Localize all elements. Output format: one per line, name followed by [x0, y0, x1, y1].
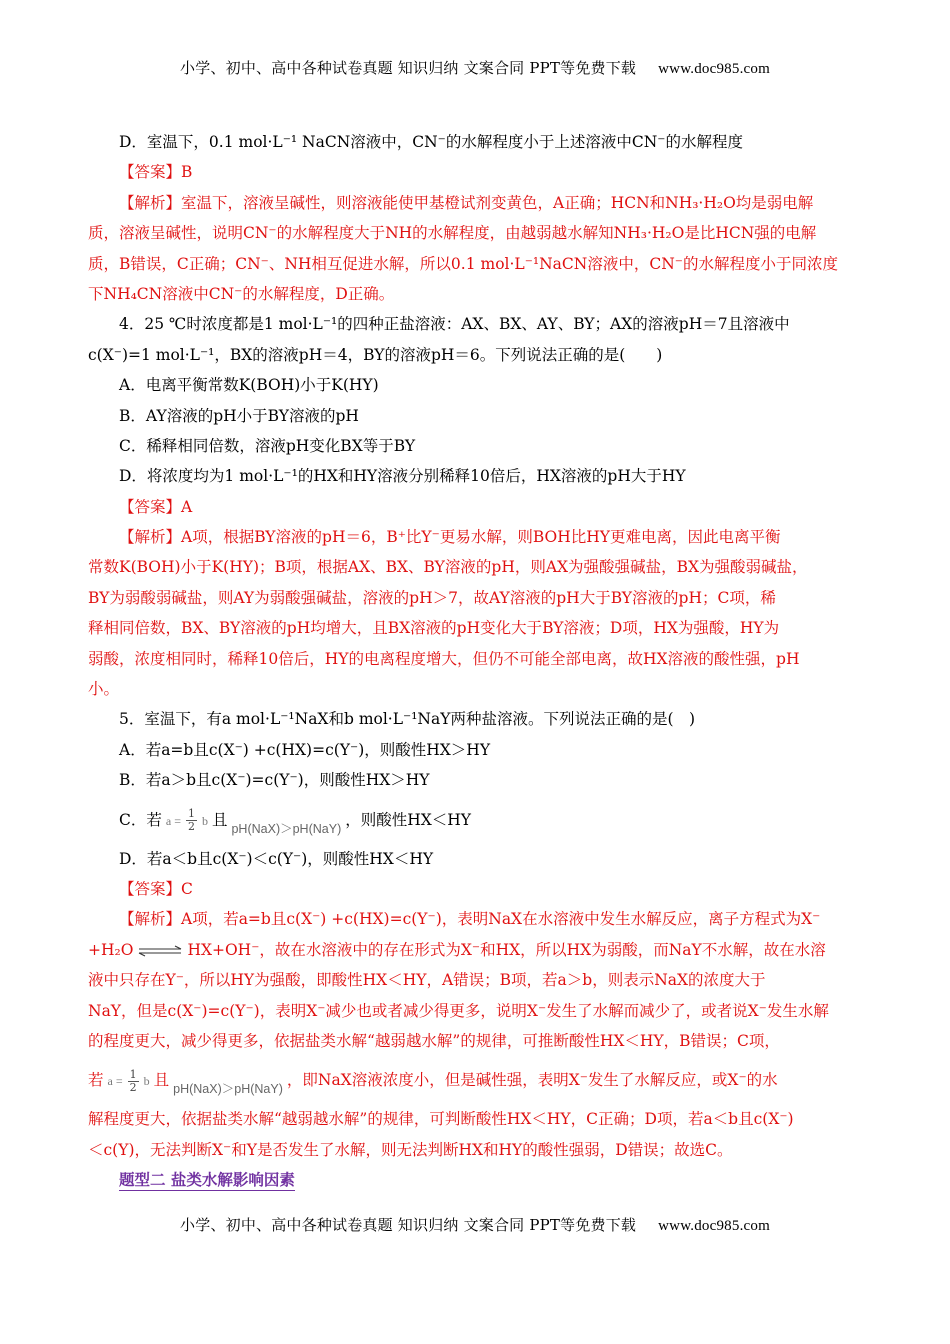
q5-analysis-line: 液中只存在Y⁻，所以HY为强酸，即酸性HX＜HY，A错误；B项，若a＞b，则表示NaX的浓度大于 — [88, 971, 766, 990]
formula-ph-compare: pH(NaX)＞pH(NaY) — [173, 1082, 283, 1097]
q3-analysis-line: 质，B错误，C正确；CN⁻、NH相互促进水解，所以0.1 mol·L⁻¹NaCN溶液中，CN⁻的水解程度小于同浓度 — [88, 254, 838, 273]
q4-stem: c(X⁻)=1 mol·L⁻¹，BX的溶液pH＝4，BY的溶液pH＝6。下列说法正确的是( ) — [88, 345, 663, 364]
q4-analysis-line: 【解析】A项，根据BY溶液的pH＝6，B⁺比Y⁻更易水解，则BOH比HY更难电离，因此电离平衡 — [119, 528, 781, 547]
q4-option-b: B．AY溶液的pH小于BY溶液的pH — [119, 406, 359, 425]
page-footer — [0, 1214, 950, 1235]
document-body — [88, 127, 866, 1196]
q3-analysis-line: 下NH₄CN溶液中CN⁻的水解程度，D正确。 — [88, 284, 395, 303]
q3-answer: 【答案】B — [119, 163, 193, 182]
formula-b: b — [201, 813, 208, 828]
q4-analysis-line: 弱酸，浓度相同时，稀释10倍后，HY的电离程度增大，但仍不可能全部电离，故HX溶液的酸性强，pH — [88, 649, 800, 668]
footer-url[interactable]: www.doc985.com — [658, 1218, 770, 1234]
q5-analysis-line: ＜c(Y)，无法判断X⁻和Y是否发生了水解，则无法判断HX和HY的酸性强弱，D错误；故选C。 — [88, 1140, 733, 1159]
q4-option-d: D．将浓度均为1 mol·L⁻¹的HX和HY溶液分别稀释10倍后，HX溶液的pH大于HY — [119, 467, 686, 486]
q5-stem: 5．室温下，有a mol·L⁻¹NaX和b mol·L⁻¹NaY两种盐溶液。下列说法正确的是( ) — [119, 710, 696, 729]
q5-analysis-line: 若 a = $\frac{1}{2}$ b 且 pH(NaX)＞pH(NaY) ，即NaX溶液浓度小，但是碱性强，表明X⁻发生了水解反应，或X⁻的水 — [88, 1056, 866, 1104]
q4-stem: 4．25 ℃时浓度都是1 mol·L⁻¹的四种正盐溶液：AX、BX、AY、BY；AX的溶液pH＝7且溶液中 — [119, 315, 790, 334]
q5-answer: 【答案】C — [119, 879, 193, 898]
q5-analysis-line: +H₂O HX+OH⁻，故在水溶液中的存在形式为X⁻和HX，所以HX为弱酸，而NaY不水解，故在水溶 — [88, 940, 826, 959]
q5-option-d: D．若a＜b且c(X⁻)＜c(Y⁻)，则酸性HX＜HY — [119, 849, 434, 868]
fraction-one-half: $\frac{1}{2}$ — [187, 807, 195, 834]
q4-analysis-line: 常数K(BOH)小于K(HY)；B项，根据AX、BX、BY溶液的pH，则AX为强酸强碱盐，BX为强酸弱碱盐， — [88, 558, 808, 577]
fraction-one-half: $\frac{1}{2}$ — [129, 1067, 137, 1094]
q5-option-b: B．若a＞b且c(X⁻)=c(Y⁻)，则酸性HX＞HY — [119, 771, 430, 790]
q3-option-d: D．室温下，0.1 mol·L⁻¹ NaCN溶液中，CN⁻的水解程度小于上述溶液中CN⁻的水解程度 — [119, 133, 743, 151]
q5-option-a: A．若a=b且c(X⁻) +c(HX)=c(Y⁻)，则酸性HX＞HY — [119, 740, 491, 759]
header-url[interactable]: www.doc985.com — [658, 61, 770, 77]
footer-text: 小学、初中、高中各种试卷真题 知识归纳 文案合同 PPT等免费下载 — [180, 1216, 637, 1234]
header-text: 小学、初中、高中各种试卷真题 知识归纳 文案合同 PPT等免费下载 — [180, 59, 637, 77]
formula-ph-compare: pH(NaX)＞pH(NaY) — [231, 821, 342, 836]
q4-analysis-line: 释相同倍数，BX、BY溶液的pH均增大，且BX溶液的pH变化大于BY溶液；D项，HX为强酸，HY为 — [88, 619, 780, 638]
q4-answer: 【答案】A — [119, 497, 193, 516]
formula-a-eq: a = — [107, 1074, 123, 1089]
q5-analysis-line: 解程度更大，依据盐类水解“越弱越水解”的规律，可判断酸性HX＜HY，C正确；D项，若a＜b且c(X⁻) — [88, 1110, 794, 1129]
q4-analysis-line: 小。 — [88, 680, 120, 699]
equilibrium-arrow-icon — [137, 945, 183, 957]
q3-analysis-line: 质，溶液呈碱性，说明CN⁻的水解程度大于NH的水解程度，由越弱越水解知NH₃·H₂O是比HCN强的电解 — [88, 224, 817, 243]
q5-analysis-line: NaY，但是c(X⁻)=c(Y⁻)，表明X⁻减少也或者减少得更多，说明X⁻发生了水解而减少了，或者说X⁻发生水解 — [88, 1001, 829, 1020]
section-heading: 题型二 盐类水解影响因素 — [119, 1170, 295, 1190]
formula-b: b — [143, 1074, 150, 1089]
q5-option-c: C．若 a = $\frac{1}{2}$ b 且 pH(NaX)＞pH(NaY) ，则酸性HX＜HY — [88, 796, 866, 844]
q3-analysis-line: 【解析】室温下，溶液呈碱性，则溶液能使甲基橙试剂变黄色，A正确；HCN和NH₃·H₂O均是弱电解 — [119, 193, 814, 212]
formula-a-eq: a = — [165, 813, 181, 828]
q5-analysis-line: 【解析】A项，若a=b且c(X⁻) +c(HX)=c(Y⁻)，表明NaX在水溶液中发生水解反应，离子方程式为X⁻ — [119, 910, 821, 929]
q4-option-a: A．电离平衡常数K(BOH)小于K(HY) — [119, 376, 379, 395]
q4-option-c: C．稀释相同倍数，溶液pH变化BX等于BY — [119, 436, 416, 455]
q5-analysis-line: 的程度更大，减少得更多，依据盐类水解“越弱越水解”的规律，可推断酸性HX＜HY，B错误；C项， — [88, 1031, 780, 1050]
q4-analysis-line: BY为弱酸弱碱盐，则AY为弱酸强碱盐，溶液的pH＞7，故AY溶液的pH大于BY溶液的pH；C项，稀 — [88, 588, 776, 607]
page-header — [0, 57, 950, 78]
